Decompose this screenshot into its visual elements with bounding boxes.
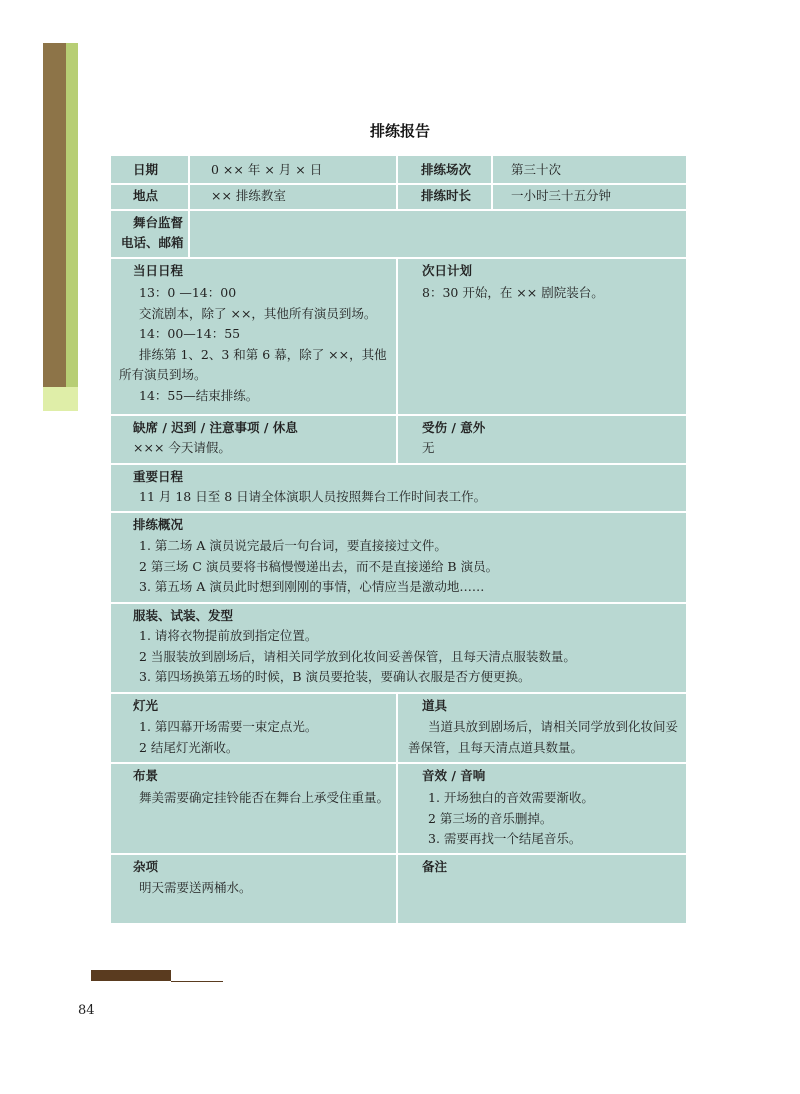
place-value: ×× 排练教室 (211, 188, 286, 203)
row-divider (111, 853, 686, 855)
col-divider (188, 209, 190, 257)
place-label: 地点 (133, 188, 159, 203)
row-divider (111, 209, 686, 211)
sound-line: 1. 开场独白的音效需要渐收。 (428, 790, 594, 805)
scenery-body (119, 788, 391, 809)
scenery-text: 舞美需要确定挂铃能否在舞台上承受住重量。 (139, 790, 390, 805)
date-value: 0 ×× 年 × 月 × 日 (211, 162, 323, 177)
schedule-title: 当日日程 (133, 263, 184, 278)
overview-title: 排练概况 (133, 517, 184, 532)
session-value: 第三十次 (511, 162, 562, 177)
lighting-line: 1. 第四幕开场需要一束定点光。 (139, 719, 318, 734)
props-body (408, 717, 680, 758)
row-divider (111, 762, 686, 764)
col-divider (396, 692, 398, 923)
session-label: 排练场次 (421, 162, 472, 177)
lighting-title: 灯光 (133, 698, 159, 713)
schedule-line: 13：0 —14：00 (139, 285, 237, 300)
important-title: 重要日程 (133, 469, 184, 484)
row-divider (111, 511, 686, 513)
col-divider (188, 156, 190, 209)
lighting-line: 2 结尾灯光渐收。 (139, 739, 239, 755)
sound-line: 2 第三场的音乐删掉。 (428, 810, 553, 826)
contact-label: 电话、邮箱 (121, 235, 184, 250)
schedule-line: 排练第 1、2、3 和第 6 幕，除了 ××，其他所有演员到场。 (119, 346, 387, 382)
absence-title: 缺席 / 迟到 / 注意事项 / 休息 (133, 420, 298, 435)
important-text (119, 487, 679, 508)
report-title: 排练报告 (369, 122, 430, 140)
injury-title: 受伤 / 意外 (422, 420, 486, 435)
costume-line: 3. 第四场换第五场的时候，B 演员要抢装，要确认衣服是否方便更换。 (139, 669, 531, 684)
schedule-line: 14：55—结束排练。 (139, 387, 259, 403)
misc-text: 明天需要送两桶水。 (139, 880, 252, 895)
row-divider (111, 183, 686, 185)
schedule-line: 交流剧本，除了 ××，其他所有演员到场。 (139, 305, 377, 321)
stage-manager-label: 舞台监督 (133, 215, 184, 230)
lighting-body (119, 717, 394, 758)
absence-text: ××× 今天请假。 (133, 440, 231, 455)
next-day-text: 8：30 开始，在 ×× 剧院装台。 (422, 285, 604, 300)
sidebar-decoration-dark (43, 43, 66, 387)
props-title: 道具 (422, 698, 448, 713)
duration-value: 一小时三十五分钟 (511, 188, 612, 203)
col-divider (396, 257, 398, 463)
props-text: 当道具放到剧场后，请相关同学放到化妆间妥善保管，且每天清点道具数量。 (408, 719, 679, 755)
important-line: 11 月 18 日至 8 日请全体演职人员按照舞台工作时间表工作。 (139, 489, 487, 504)
sound-line: 3. 需要再找一个结尾音乐。 (428, 831, 582, 846)
row-divider (111, 257, 686, 259)
rehearsal-report-table (111, 156, 686, 923)
footer-decoration-line (171, 981, 223, 982)
overview-body (119, 536, 679, 598)
costume-line: 2 当服装放到剧场后，请相关同学放到化妆间妥善保管，且每天清点服装数量。 (139, 648, 576, 664)
row-divider (111, 414, 686, 416)
sidebar-decoration-light (66, 43, 78, 387)
costume-title: 服装、试装、发型 (133, 608, 234, 623)
row-divider (111, 602, 686, 604)
injury-text: 无 (422, 440, 435, 455)
row-divider (111, 463, 686, 465)
sound-title: 音效 / 音响 (422, 768, 486, 783)
duration-label: 排练时长 (421, 188, 472, 203)
row-divider (111, 692, 686, 694)
sidebar-decoration-foot (43, 387, 78, 411)
sound-body (408, 788, 680, 850)
date-label: 日期 (133, 162, 159, 177)
overview-line: 2 第三场 C 演员要将书稿慢慢递出去，而不是直接递给 B 演员。 (139, 558, 499, 574)
overview-line: 1. 第二场 A 演员说完最后一句台词，要直接接过文件。 (139, 538, 447, 553)
overview-line: 3. 第五场 A 演员此时想到刚刚的事情，心情应当是激动地…… (139, 579, 485, 594)
next-day-title: 次日计划 (422, 263, 473, 278)
page-number: 84 (78, 1003, 95, 1018)
schedule-body (119, 283, 394, 406)
scenery-title: 布景 (133, 768, 159, 783)
footer-decoration-bar (91, 970, 171, 981)
col-divider (396, 156, 398, 209)
misc-title: 杂项 (133, 859, 159, 874)
col-divider (491, 156, 493, 209)
notes-title: 备注 (422, 859, 448, 874)
costume-body (119, 626, 684, 688)
schedule-line: 14：00—14：55 (139, 326, 241, 341)
misc-body (119, 878, 391, 899)
costume-line: 1. 请将衣物提前放到指定位置。 (139, 628, 318, 643)
